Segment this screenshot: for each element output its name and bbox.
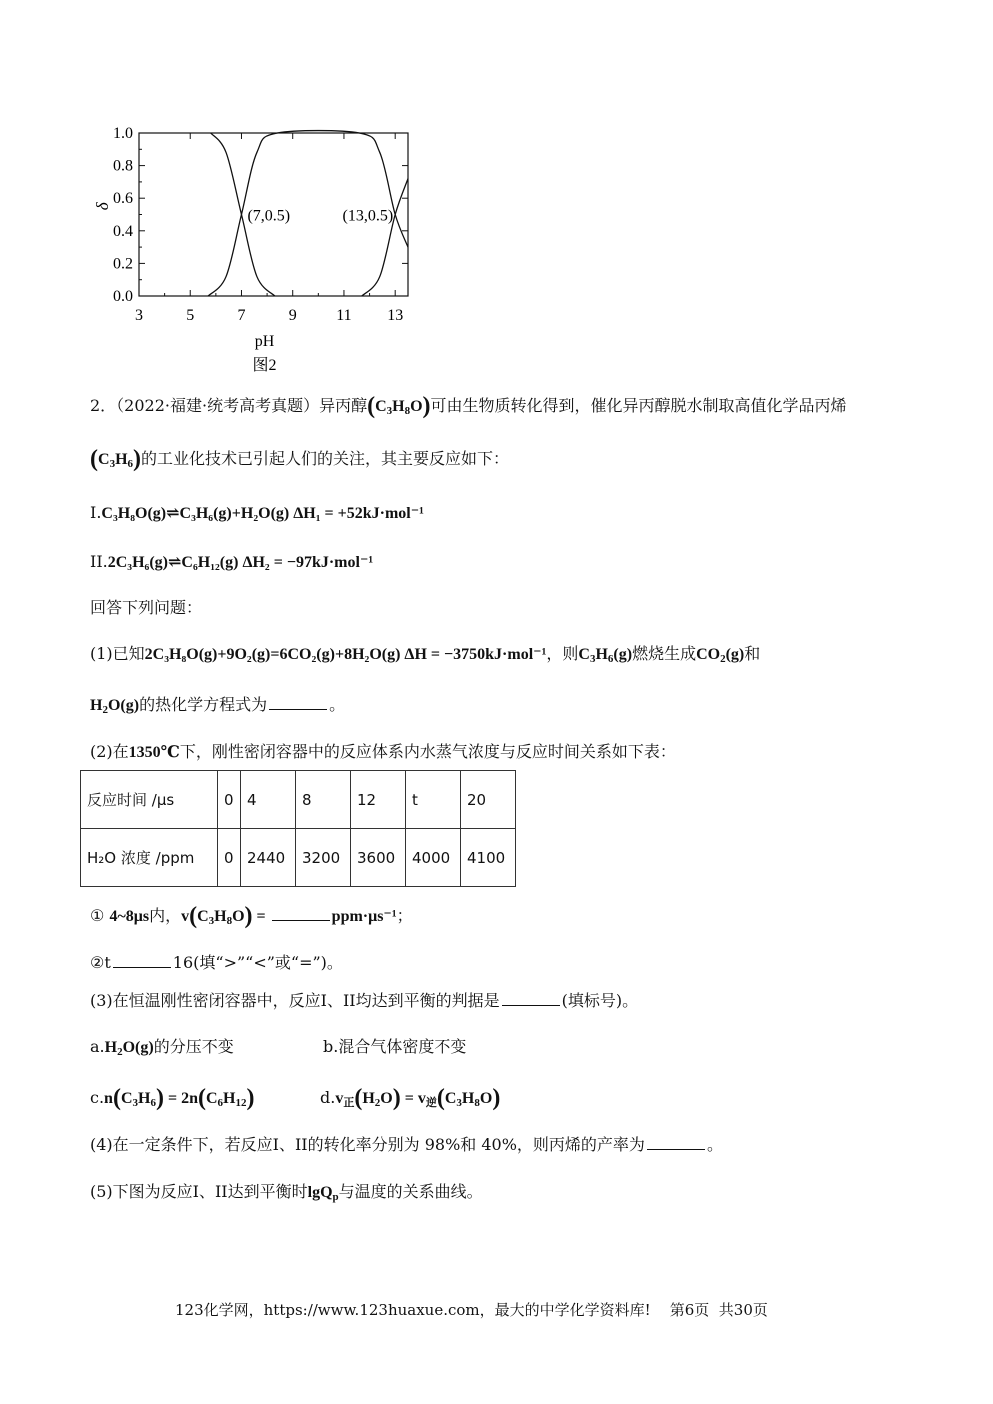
x-tick-label: 3 bbox=[135, 307, 143, 324]
part1-line1: (1)已知2C₃H₈O(g)+9O₂(g)=6CO₂(g)+8H₂O(g) ΔH = −3750kJ·mol⁻¹，则$C_3H_6(g)$燃烧生成$CO_2(g)$和 bbox=[90, 644, 761, 665]
y-tick-label: 0.2 bbox=[113, 255, 133, 273]
x-tick-label: 11 bbox=[336, 307, 352, 324]
table-cell: 3200 bbox=[296, 829, 351, 887]
y-tick-label: 0.8 bbox=[113, 157, 133, 175]
x-tick-label: 7 bbox=[237, 307, 246, 324]
ph-distribution-chart bbox=[80, 115, 440, 385]
table-cell: 12 bbox=[351, 771, 406, 829]
option-c: $c.n(C_3H_6) = 2n(C_6H_{12})$ bbox=[90, 1085, 255, 1111]
reaction-2: II.2C₃H₆(g)⇌C₆H₁₂(g) ΔH₂ = −97kJ·mol⁻¹ bbox=[90, 552, 374, 571]
part3: (3)在恒温刚性密闭容器中，反应I、II均达到平衡的判据是 (填标号)。 bbox=[90, 991, 639, 1010]
table-row bbox=[81, 829, 516, 887]
subq-2-2: ②t 16(填“>”“<”或“=”)。 bbox=[90, 953, 343, 972]
page-footer: 123化学网，https://www.123huaxue.com，最大的中学化学资料库! 第6页 共30页 bbox=[175, 1301, 768, 1319]
reaction-1: I.C₃H₈O(g)⇌C₃H₆(g)+H₂O(g) ΔH₁ = +52kJ·mol⁻¹ bbox=[90, 503, 424, 522]
annotation-13-0.5: (13,0.5) bbox=[342, 207, 394, 225]
part1-line2: $H_2O(g)$的热化学方程式为 。 bbox=[90, 695, 346, 716]
y-axis-label: δ bbox=[93, 202, 112, 211]
table-cell: 4000 bbox=[406, 829, 461, 887]
table-cell: 4100 bbox=[461, 829, 516, 887]
y-tick-label: 0.0 bbox=[113, 288, 133, 305]
answer-blank[interactable] bbox=[502, 991, 560, 1006]
table-cell: t bbox=[406, 771, 461, 829]
x-tick-label: 13 bbox=[387, 307, 404, 324]
option-a: $a.H_2O(g)$的分压不变 bbox=[90, 1037, 234, 1058]
table-cell: 8 bbox=[296, 771, 351, 829]
answer-blank[interactable] bbox=[647, 1135, 705, 1150]
x-axis-label: pH bbox=[254, 333, 275, 350]
answer-blank[interactable] bbox=[269, 695, 327, 710]
series-line-3 bbox=[362, 179, 408, 296]
table-header-concentration: H₂O 浓度 /ppm bbox=[81, 829, 218, 887]
option-d: $d.v_正(H_2O) = v_逆(C_3H_8O)$ bbox=[320, 1085, 501, 1111]
table-cell: 3600 bbox=[351, 829, 406, 887]
answer-blank[interactable] bbox=[113, 953, 171, 968]
part5: (5)下图为反应I、II达到平衡时lgQ$_p$与温度的关系曲线。 bbox=[90, 1182, 483, 1203]
q2-intro-line2: $(C_3H_6)$的工业化技术已引起人们的关注，其主要反应如下： bbox=[90, 446, 510, 472]
annotation-7-0.5: (7,0.5) bbox=[247, 207, 291, 225]
table-row bbox=[81, 771, 516, 829]
table-cell: 2440 bbox=[241, 829, 296, 887]
table-cell: 0 bbox=[218, 771, 241, 829]
y-tick-label: 0.6 bbox=[113, 190, 133, 208]
answer-prompt: 回答下列问题： bbox=[90, 598, 203, 617]
subq-2-1: ① 4~8μs内，$v(C_3H_8O) = ppm\cdot\mu s^{-1}$； bbox=[90, 903, 413, 929]
part4: (4)在一定条件下，若反应I、II的转化率分别为 98%和 40%，则丙烯的产率为 。 bbox=[90, 1135, 723, 1154]
y-tick-label: 0.4 bbox=[113, 222, 133, 240]
x-tick-label: 5 bbox=[186, 307, 195, 324]
table-header-time: 反应时间 /μs bbox=[81, 771, 218, 829]
table-cell: 0 bbox=[218, 829, 241, 887]
answer-blank[interactable] bbox=[272, 906, 330, 921]
figure-label: 图2 bbox=[252, 357, 277, 374]
q2-intro-line1: 2．（2022·福建·统考高考真题）异丙醇$(C_3H_8O)$可由生物质转化得到，催化异丙醇脱水制取高值化学品丙烯 bbox=[90, 393, 847, 419]
x-tick-label: 9 bbox=[288, 307, 297, 324]
water-concentration-table bbox=[80, 770, 516, 887]
table-cell: 20 bbox=[461, 771, 516, 829]
y-tick-label: 1.0 bbox=[113, 125, 133, 142]
table-cell: 4 bbox=[241, 771, 296, 829]
part2-intro: (2)在1350℃下，刚性密闭容器中的反应体系内水蒸气浓度与反应时间关系如下表： bbox=[90, 742, 676, 761]
option-b: b.混合气体密度不变 bbox=[323, 1037, 467, 1056]
